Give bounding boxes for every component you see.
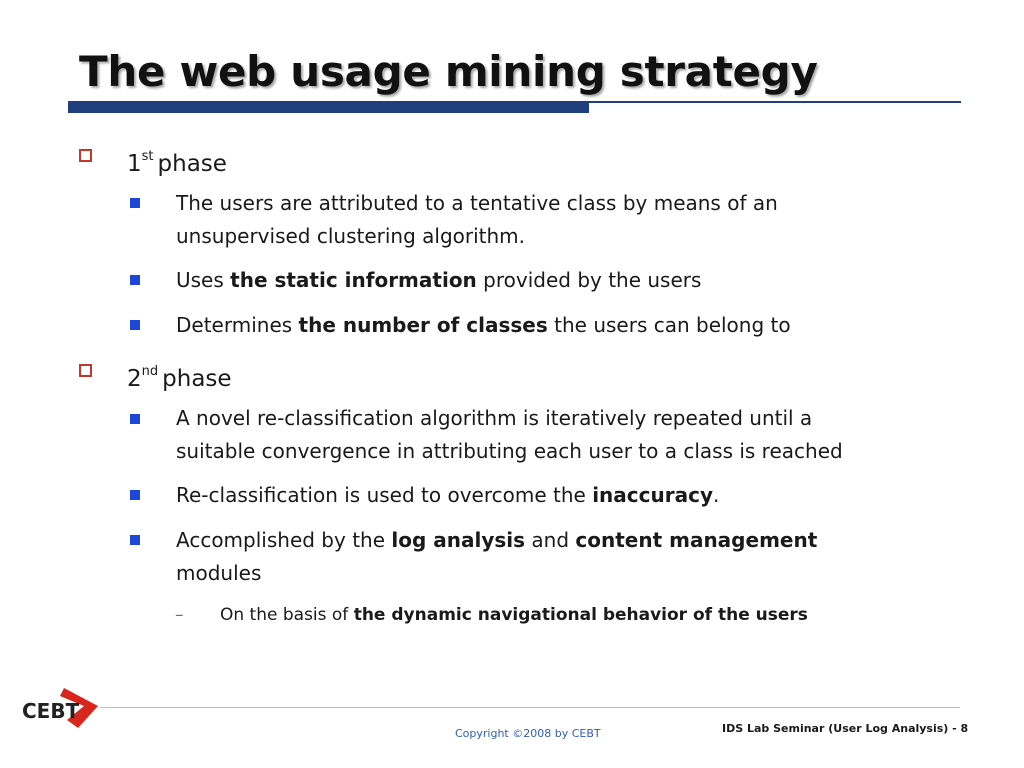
phase2-number: 2	[127, 366, 142, 392]
phase2-item1-line1: A novel re-classification algorithm is iteratively repeated until a	[176, 406, 813, 430]
phase2-item2-bold: inaccuracy	[592, 483, 713, 507]
phase2-subitem-bold: the dynamic navigational behavior of the users	[353, 605, 808, 625]
hollow-square-bullet-icon	[79, 149, 92, 162]
phase1-heading	[127, 143, 227, 178]
phase1-item3-post: the users can belong to	[547, 313, 791, 337]
filled-square-bullet-icon	[130, 198, 140, 208]
phase2-item3	[176, 524, 817, 590]
phase1-label: phase	[157, 151, 227, 177]
slide-title: The web usage mining strategy	[79, 47, 818, 96]
phase2-item1	[176, 402, 843, 468]
phase2-item3-bold1: log analysis	[391, 528, 526, 552]
filled-square-bullet-icon	[130, 535, 140, 545]
phase1-item1	[176, 187, 778, 253]
filled-square-bullet-icon	[130, 414, 140, 424]
phase2-item2-pre: Re-classification is used to overcome the	[176, 483, 593, 507]
title-underline-thick	[68, 101, 589, 113]
title-underline-thin	[589, 101, 961, 103]
logo-text: CEBT	[22, 699, 80, 723]
phase1-number: 1	[127, 151, 142, 177]
phase1-item2-post: provided by the users	[476, 268, 702, 292]
phase1-item3	[176, 309, 791, 342]
phase2-ordinal: nd	[141, 364, 159, 379]
dash-bullet-icon: –	[175, 605, 184, 625]
phase2-item3-line2: modules	[176, 561, 262, 585]
copyright-text: Copyright ©2008 by CEBT	[455, 727, 601, 740]
hollow-square-bullet-icon	[79, 364, 92, 377]
footer-divider	[100, 707, 960, 708]
phase2-item1-line2: suitable convergence in attributing each user to a class is reached	[176, 439, 843, 463]
cebt-logo	[20, 684, 100, 730]
phase1-ordinal: st	[141, 149, 154, 164]
phase1-item1-line1: The users are attributed to a tentative class by means of an	[176, 191, 778, 215]
phase2-label: phase	[162, 366, 232, 392]
phase1-item2-bold: the static information	[230, 268, 477, 292]
filled-square-bullet-icon	[130, 490, 140, 500]
phase2-item3-mid: and	[525, 528, 576, 552]
phase1-item2	[176, 264, 701, 297]
phase2-item2-post: .	[712, 483, 720, 507]
page-info: IDS Lab Seminar (User Log Analysis) - 8	[722, 722, 969, 735]
phase2-subitem-pre: On the basis of	[220, 605, 354, 625]
phase1-item1-line2: unsupervised clustering algorithm.	[176, 224, 526, 248]
filled-square-bullet-icon	[130, 320, 140, 330]
phase2-item3-pre: Accomplished by the	[176, 528, 392, 552]
phase2-heading	[127, 358, 232, 393]
phase2-item3-bold2: content management	[575, 528, 818, 552]
phase1-item3-pre: Determines	[176, 313, 299, 337]
phase2-item2	[176, 479, 719, 512]
filled-square-bullet-icon	[130, 275, 140, 285]
phase2-subitem	[220, 603, 808, 627]
phase1-item3-bold: the number of classes	[298, 313, 548, 337]
phase1-item2-pre: Uses	[176, 268, 231, 292]
